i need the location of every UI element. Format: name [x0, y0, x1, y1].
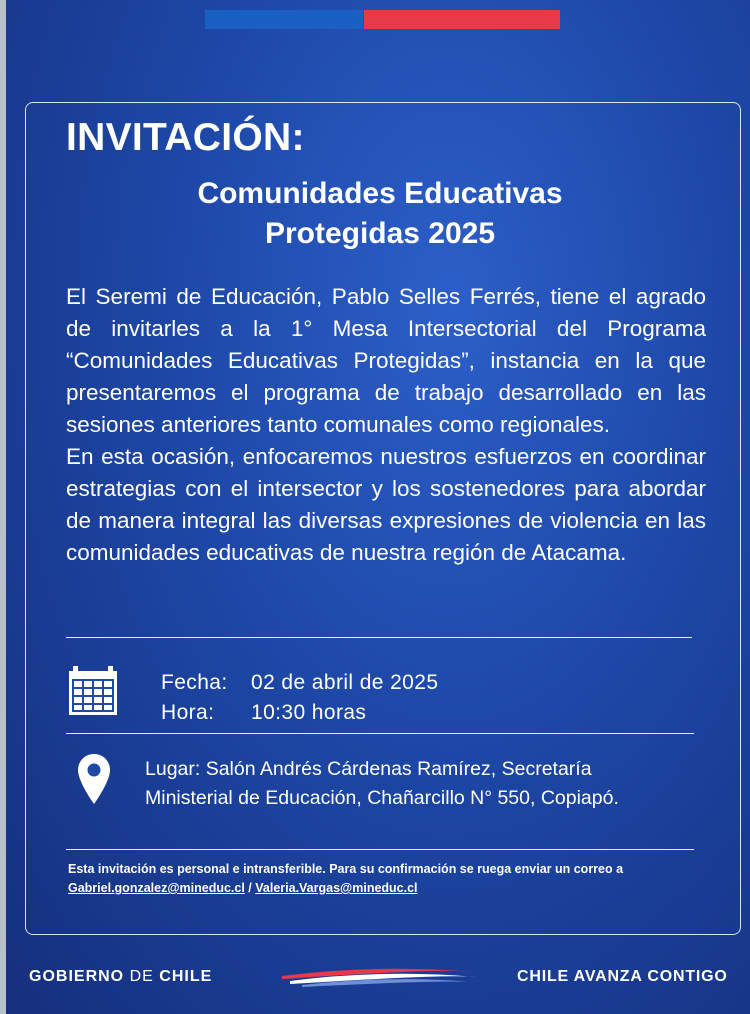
email-link-valeria[interactable]: Valeria.Vargas@mineduc.cl — [255, 881, 418, 895]
date-label: Fecha: — [161, 671, 228, 694]
event-location — [145, 755, 705, 813]
email-link-gabriel[interactable]: Gabriel.gonzalez@mineduc.cl — [68, 881, 245, 895]
body-paragraph-2: En esta ocasión, enfocaremos nuestros esfuerzos en coordinar estrategias con el intersector y los sostenedores para abordar de manera integral las diversas expresiones de violencia en las comunidades educativas de nuestra región de Atacama. — [66, 444, 706, 565]
date-value: 02 de abril de 2025 — [251, 671, 439, 694]
invitation-body — [66, 281, 706, 569]
invitation-title: INVITACIÓN: — [66, 116, 305, 159]
logo-word-gobierno: GOBIERNO — [29, 968, 125, 985]
calendar-icon — [68, 666, 118, 716]
chile-avanza-contigo-logo: CHILE AVANZA CONTIGO — [517, 968, 728, 985]
location-pin-icon — [78, 754, 110, 804]
left-edge-strip — [0, 0, 6, 1014]
time-label: Hora: — [161, 701, 215, 724]
time-value: 10:30 horas — [251, 701, 367, 724]
logo-word-chile: CHILE — [159, 968, 213, 985]
divider-1 — [66, 637, 692, 638]
time-row — [161, 698, 438, 728]
flag-swoosh-graphic — [282, 962, 477, 988]
date-row — [161, 668, 438, 698]
flag-bar-red — [364, 10, 560, 29]
confirmation-note — [68, 860, 708, 898]
location-line-2: Ministerial de Educación, Chañarcillo N° 550, Copiapó. — [145, 787, 619, 809]
flag-bar-blue — [205, 10, 363, 29]
event-subtitle — [66, 174, 694, 254]
gobierno-de-chile-logo — [29, 968, 212, 986]
confirmation-text: Esta invitación es personal e intransferible. Para su confirmación se ruega enviar un correo a — [68, 862, 624, 876]
event-date-time — [161, 668, 438, 728]
body-paragraph-1: El Seremi de Educación, Pablo Selles Ferrés, tiene el agrado de invitarles a la 1° Mesa Intersectorial del Programa “Comunidades Educativas Protegidas”, instancia en la que presentaremos el programa de trabajo desarrollado en las sesiones anteriores tanto comunales como regionales. — [66, 284, 706, 437]
email-separator: / — [244, 881, 256, 895]
logo-word-de: DE — [129, 968, 154, 985]
divider-3 — [66, 849, 694, 850]
subtitle-line-1: Comunidades Educativas — [197, 177, 563, 210]
subtitle-line-2: Protegidas 2025 — [264, 217, 496, 250]
location-line-1: Lugar: Salón Andrés Cárdenas Ramírez, Secretaría — [145, 758, 592, 780]
divider-2 — [66, 733, 694, 734]
